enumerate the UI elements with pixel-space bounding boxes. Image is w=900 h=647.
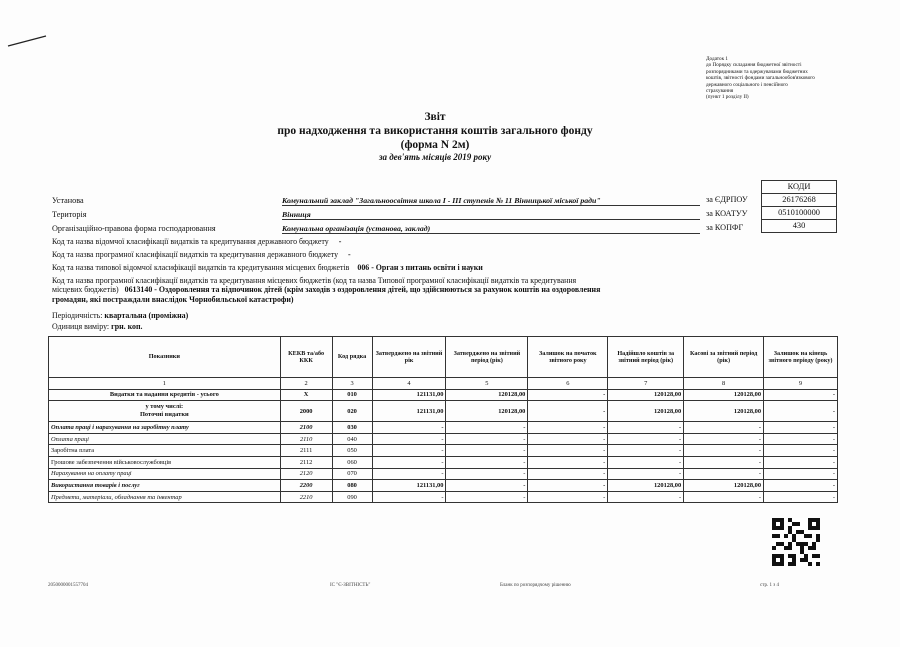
- row-value: -: [372, 468, 446, 480]
- classification-label: Код та назва відомчої класифікації видатків та кредитування державного бюджету: [52, 237, 329, 246]
- annex-note: [706, 56, 856, 101]
- koatuu-label: за КОАТУУ: [706, 209, 748, 218]
- koatuu-code: 0510100000: [761, 207, 837, 220]
- row-value: -: [528, 491, 608, 503]
- row-value: -: [372, 456, 446, 468]
- row-value: -: [372, 491, 446, 503]
- row-value: -: [372, 422, 446, 434]
- footer-form-note: Бланк по розпорядчому рішенню: [500, 583, 571, 588]
- row-name: Видатки та надання кредитів - усього: [49, 389, 281, 401]
- row-value: -: [684, 422, 764, 434]
- annex-line: державного соціального і пенсійного: [706, 81, 788, 88]
- row-code: 070: [332, 468, 372, 480]
- row-code: 050: [332, 445, 372, 457]
- row-value: -: [446, 433, 528, 445]
- row-value: 120128,00: [608, 401, 684, 422]
- row-value: -: [528, 389, 608, 401]
- row-name: Нарахування на оплату праці: [49, 468, 281, 480]
- row-value: -: [684, 491, 764, 503]
- report-title: [200, 110, 670, 152]
- classification-label: Код та назва типової відомчої класифікації видатків та кредитування місцевих бюджетів: [52, 263, 350, 272]
- kopfg-label: за КОПФГ: [706, 223, 744, 232]
- classification-value: -: [338, 237, 342, 246]
- column-number: 5: [446, 378, 528, 390]
- annex-line: до Порядку складання бюджетної звітності: [706, 62, 802, 69]
- edrpou-label: за ЄДРПОУ: [706, 195, 748, 204]
- row-value: -: [764, 389, 838, 401]
- column-header: Затверджено на звітний рік: [372, 337, 446, 378]
- row-value: 121131,00: [372, 480, 446, 492]
- edrpou-code: 26176268: [761, 194, 837, 207]
- pen-mark-icon: [6, 34, 50, 48]
- row-value: 120128,00: [446, 401, 528, 422]
- row-value: -: [372, 433, 446, 445]
- row-value: 120128,00: [684, 401, 764, 422]
- row-value: -: [764, 422, 838, 434]
- row-value: 120128,00: [608, 480, 684, 492]
- legal-form-value: Комунальна організація (установа, заклад): [282, 224, 700, 234]
- column-header: Код рядка: [332, 337, 372, 378]
- footer-system: ІС "Є-ЗВІТНІСТЬ": [330, 583, 371, 588]
- row-code: 060: [332, 456, 372, 468]
- row-value: -: [446, 468, 528, 480]
- column-header: Показники: [49, 337, 281, 378]
- row-value: -: [684, 433, 764, 445]
- unit-line: [52, 322, 142, 331]
- row-value: -: [684, 445, 764, 457]
- codes-block: [761, 180, 837, 233]
- table-row: [49, 389, 838, 401]
- row-name: Використання товарів і послуг: [49, 480, 281, 492]
- column-number: 9: [764, 378, 838, 390]
- row-value: -: [528, 401, 608, 422]
- row-value: -: [608, 468, 684, 480]
- row-kekv: 2210: [280, 491, 332, 503]
- column-header: КЕКВ та/або ККК: [280, 337, 332, 378]
- periodicity-value: квартальна (проміжна): [104, 311, 189, 320]
- row-value: -: [446, 456, 528, 468]
- row-name: Заробітна плата: [49, 445, 281, 457]
- title-line-1: Звіт: [424, 111, 446, 123]
- classification-value-cont: громадян, які постраждали внаслідок Чорнобильської катастрофи): [52, 295, 294, 304]
- annex-line: коштів, звітності фондами загальнообов'язкового: [706, 75, 815, 82]
- row-value: -: [446, 422, 528, 434]
- periodicity-label: Періодичність:: [52, 311, 103, 320]
- row-value: -: [684, 468, 764, 480]
- unit-value: грн. коп.: [111, 322, 143, 331]
- classification-line-4b: [52, 285, 600, 294]
- classification-line-4a: Код та назва програмної класифікації видатків та кредитування місцевих бюджетів (код та назва Типової програмної класифікації видатків та кредитування: [52, 276, 577, 285]
- row-value: -: [528, 468, 608, 480]
- classification-line-3: [52, 263, 483, 272]
- row-kekv: 2120: [280, 468, 332, 480]
- classification-value: 0613140 - Оздоровлення та відпочинок дітей (крім заходів з оздоровлення дітей, що здійснюються за рахунок коштів на оздоровлення: [124, 285, 601, 294]
- column-header: Затверджено на звітний період (рік): [446, 337, 528, 378]
- table-header-row: [49, 337, 838, 378]
- column-number: 2: [280, 378, 332, 390]
- classification-label: місцевих бюджетів): [52, 285, 119, 294]
- row-value: 120128,00: [446, 389, 528, 401]
- row-value: -: [446, 480, 528, 492]
- table-row: [49, 433, 838, 445]
- row-value: -: [608, 456, 684, 468]
- row-value: 120128,00: [684, 389, 764, 401]
- row-value: -: [764, 491, 838, 503]
- column-number-row: [49, 378, 838, 390]
- classification-line-2: [52, 250, 351, 259]
- territory-label: Територія: [52, 210, 87, 219]
- column-number: 6: [528, 378, 608, 390]
- report-period: за дев'ять місяців 2019 року: [378, 152, 492, 162]
- row-name: Грошове забезпечення військовослужбовців: [49, 456, 281, 468]
- row-value: -: [764, 445, 838, 457]
- row-code: 020: [332, 401, 372, 422]
- row-kekv: 2200: [280, 480, 332, 492]
- annex-line: (пункт 1 розділу II): [706, 94, 749, 101]
- row-value: -: [764, 433, 838, 445]
- row-code: 030: [332, 422, 372, 434]
- table-row: [49, 491, 838, 503]
- row-value: -: [608, 445, 684, 457]
- row-value: -: [528, 480, 608, 492]
- row-value: -: [684, 456, 764, 468]
- row-code: 040: [332, 433, 372, 445]
- institution-value: Комунальний заклад "Загальноосвітня школа І - ІІІ ступенів № 11 Вінницької міської ради": [282, 196, 700, 206]
- codes-header: КОДИ: [761, 180, 837, 194]
- table-row: [49, 480, 838, 492]
- row-value: 120128,00: [608, 389, 684, 401]
- row-value: -: [446, 491, 528, 503]
- annex-line: страхування: [706, 88, 734, 95]
- institution-label: Установа: [52, 196, 84, 205]
- row-kekv: 2100: [280, 422, 332, 434]
- classification-line-1: [52, 237, 341, 246]
- table-row: [49, 468, 838, 480]
- row-kekv: X: [280, 389, 332, 401]
- row-value: 121131,00: [372, 389, 446, 401]
- column-number: 8: [684, 378, 764, 390]
- row-value: -: [528, 422, 608, 434]
- classification-value: -: [348, 250, 351, 259]
- row-value: -: [764, 480, 838, 492]
- classification-line-4c: [52, 295, 294, 304]
- classification-value: 006 - Орган з питань освіти і науки: [357, 263, 483, 272]
- report-table: [48, 336, 838, 503]
- column-number: 7: [608, 378, 684, 390]
- annex-line: Додаток 1: [706, 56, 728, 62]
- row-value: -: [764, 401, 838, 422]
- row-kekv: 2000: [280, 401, 332, 422]
- column-number: 4: [372, 378, 446, 390]
- classification-label: Код та назва програмної класифікації видатків та кредитування державного бюджету: [52, 250, 339, 259]
- column-header: Залишок на початок звітного року: [528, 337, 608, 378]
- row-value: -: [764, 468, 838, 480]
- row-kekv: 2112: [280, 456, 332, 468]
- periodicity-line: [52, 311, 188, 320]
- qr-code-icon: [772, 518, 820, 566]
- footer-page: стр. 1 з 4: [760, 583, 779, 588]
- row-kekv: 2110: [280, 433, 332, 445]
- row-value: -: [446, 445, 528, 457]
- row-name: Оплата праці: [49, 433, 281, 445]
- table-row: [49, 422, 838, 434]
- kopfg-code: 430: [761, 220, 837, 233]
- row-code: 090: [332, 491, 372, 503]
- row-value: 120128,00: [684, 480, 764, 492]
- legal-form-label: Організаційно-правова форма господарювання: [52, 224, 216, 233]
- row-name-line: Поточні видатки: [139, 411, 189, 419]
- row-code: 080: [332, 480, 372, 492]
- row-value: -: [764, 456, 838, 468]
- footer-id: 2050000001557704: [48, 583, 88, 588]
- row-value: -: [528, 456, 608, 468]
- row-value: -: [372, 445, 446, 457]
- table-row: [49, 401, 838, 422]
- row-name: [49, 401, 281, 422]
- annex-line: розпорядниками та одержувачами бюджетних: [706, 68, 808, 75]
- territory-value: Вінниця: [282, 210, 700, 220]
- column-header: Касові за звітний період (рік): [684, 337, 764, 378]
- table-row: [49, 456, 838, 468]
- row-value: 121131,00: [372, 401, 446, 422]
- column-number: 1: [49, 378, 281, 390]
- title-line-3: (форма N 2м): [400, 139, 470, 151]
- row-value: -: [528, 433, 608, 445]
- column-header: Залишок на кінець звітного періоду (року): [764, 337, 838, 378]
- row-name: Предмети, матеріали, обладнання та інвентар: [49, 491, 281, 503]
- row-code: 010: [332, 389, 372, 401]
- column-number: 3: [332, 378, 372, 390]
- row-value: -: [608, 422, 684, 434]
- column-header: Надійшло коштів за звітний період (рік): [608, 337, 684, 378]
- row-value: -: [528, 445, 608, 457]
- row-value: -: [608, 491, 684, 503]
- row-name-line: у тому числі:: [145, 403, 184, 411]
- title-line-2: про надходження та використання коштів загального фонду: [277, 125, 593, 137]
- row-value: -: [608, 433, 684, 445]
- row-kekv: 2111: [280, 445, 332, 457]
- row-name: Оплата праці і нарахування на заробітну плату: [49, 422, 281, 434]
- table-row: [49, 445, 838, 457]
- unit-label: Одиниця виміру:: [52, 322, 110, 331]
